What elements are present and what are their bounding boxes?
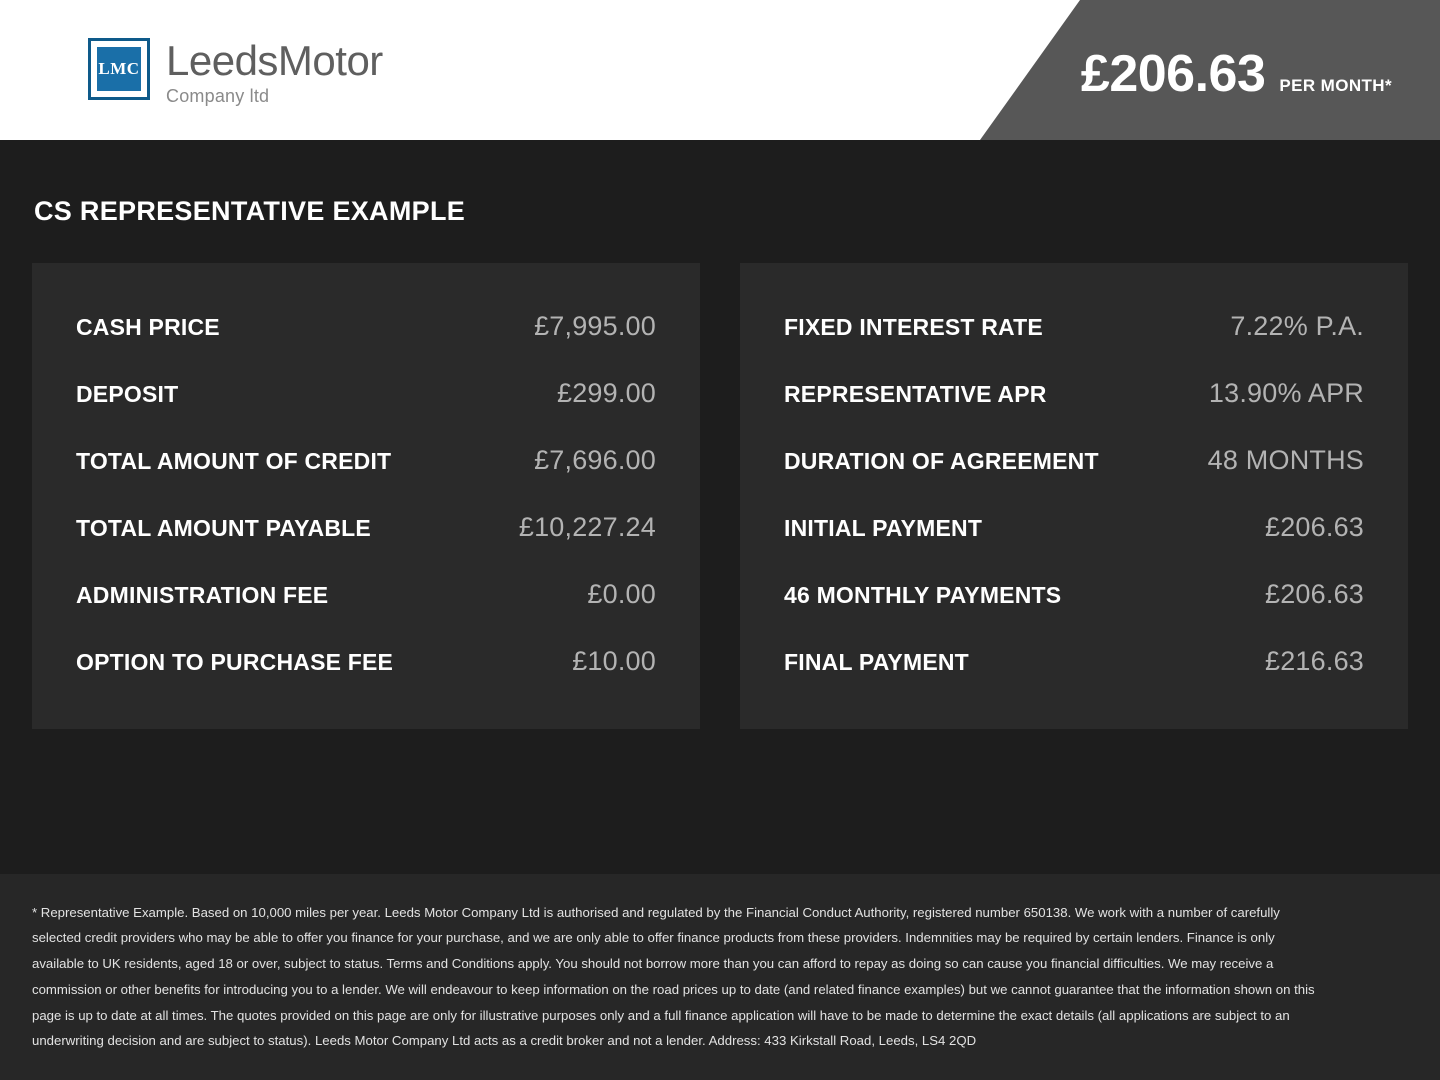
table-row [76,427,656,494]
logo-monogram: LMC [97,47,141,91]
row-label: OPTION TO PURCHASE FEE [76,649,394,675]
page-title: CS REPRESENTATIVE EXAMPLE [34,196,466,226]
row-label: TOTAL AMOUNT PAYABLE [76,515,371,541]
row-value: £10,227.24 [518,512,656,542]
row-label: DEPOSIT [76,381,179,407]
page-header [0,0,1440,140]
row-value: 48 MONTHS [1207,445,1364,475]
row-value: £7,696.00 [534,445,656,475]
monthly-price [1080,45,1392,103]
row-value: £7,995.00 [534,311,656,341]
price-period-label: PER MONTH* [1279,76,1392,95]
row-label: FIXED INTEREST RATE [784,314,1043,340]
row-label: DURATION OF AGREEMENT [784,448,1099,474]
row-label: 46 MONTHLY PAYMENTS [784,582,1062,608]
row-value: £0.00 [587,579,656,609]
price-amount: £206.63 [1080,45,1266,103]
table-row [784,360,1364,427]
row-value: £216.63 [1265,646,1364,676]
table-row [784,427,1364,494]
row-value: £206.63 [1265,512,1364,542]
logo-icon [88,38,150,100]
footer-disclaimer [0,874,1440,1080]
row-label: FINAL PAYMENT [784,649,969,675]
table-row [76,561,656,628]
brand-logo [88,38,383,107]
row-label: ADMINISTRATION FEE [76,582,329,608]
table-row [784,494,1364,561]
logo-subtitle: Company ltd [166,86,270,106]
table-row [784,293,1364,360]
row-label: TOTAL AMOUNT OF CREDIT [76,448,392,474]
row-label: INITIAL PAYMENT [784,515,983,541]
row-label: CASH PRICE [76,314,220,340]
row-value: £206.63 [1265,579,1364,609]
finance-tables [32,263,1408,729]
row-value: £299.00 [557,378,656,408]
logo-title: LeedsMotor [166,37,383,84]
row-value: £10.00 [572,646,656,676]
table-row [76,293,656,360]
main-content [0,140,1440,729]
row-value: 13.90% APR [1208,378,1364,408]
finance-table-left [32,263,700,729]
table-row [76,494,656,561]
table-row [784,628,1364,695]
logo-text-block [166,38,383,107]
row-value: 7.22% P.A. [1230,311,1364,341]
table-row [784,561,1364,628]
finance-table-right [740,263,1408,729]
disclaimer-text: * Representative Example. Based on 10,000 miles per year. Leeds Motor Company Ltd is authorised and regulated by the Financial Conduct Authority, registered number 650138. We work with a number of carefully selected credit providers who may be able to offer you finance for your purchase, and we are only able to offer finance products from these providers. Indemnities may be required by certain lenders. Finance is only available to UK residents, aged 18 or over, subject to status. Terms and Conditions apply. You should not borrow more than you can afford to repay as doing so can cause you financial difficulties. We may receive a commission or other benefits for introducing you to a lender. We will endeavour to keep information on the road prices up to date (and related finance examples) but we cannot guarantee that the information shown on this page is up to date at all times. The quotes provided on this page are only for illustrative purposes only and a full finance application will have to be made to determine the exact details (all applications are subject to an underwriting decision and are subject to status). Leeds Motor Company Ltd acts as a credit broker and not a lender. Address: 433 Kirkstall Road, Leeds, LS4 2QD [32,904,1315,1049]
table-row [76,628,656,695]
table-row [76,360,656,427]
row-label: REPRESENTATIVE APR [784,381,1047,407]
